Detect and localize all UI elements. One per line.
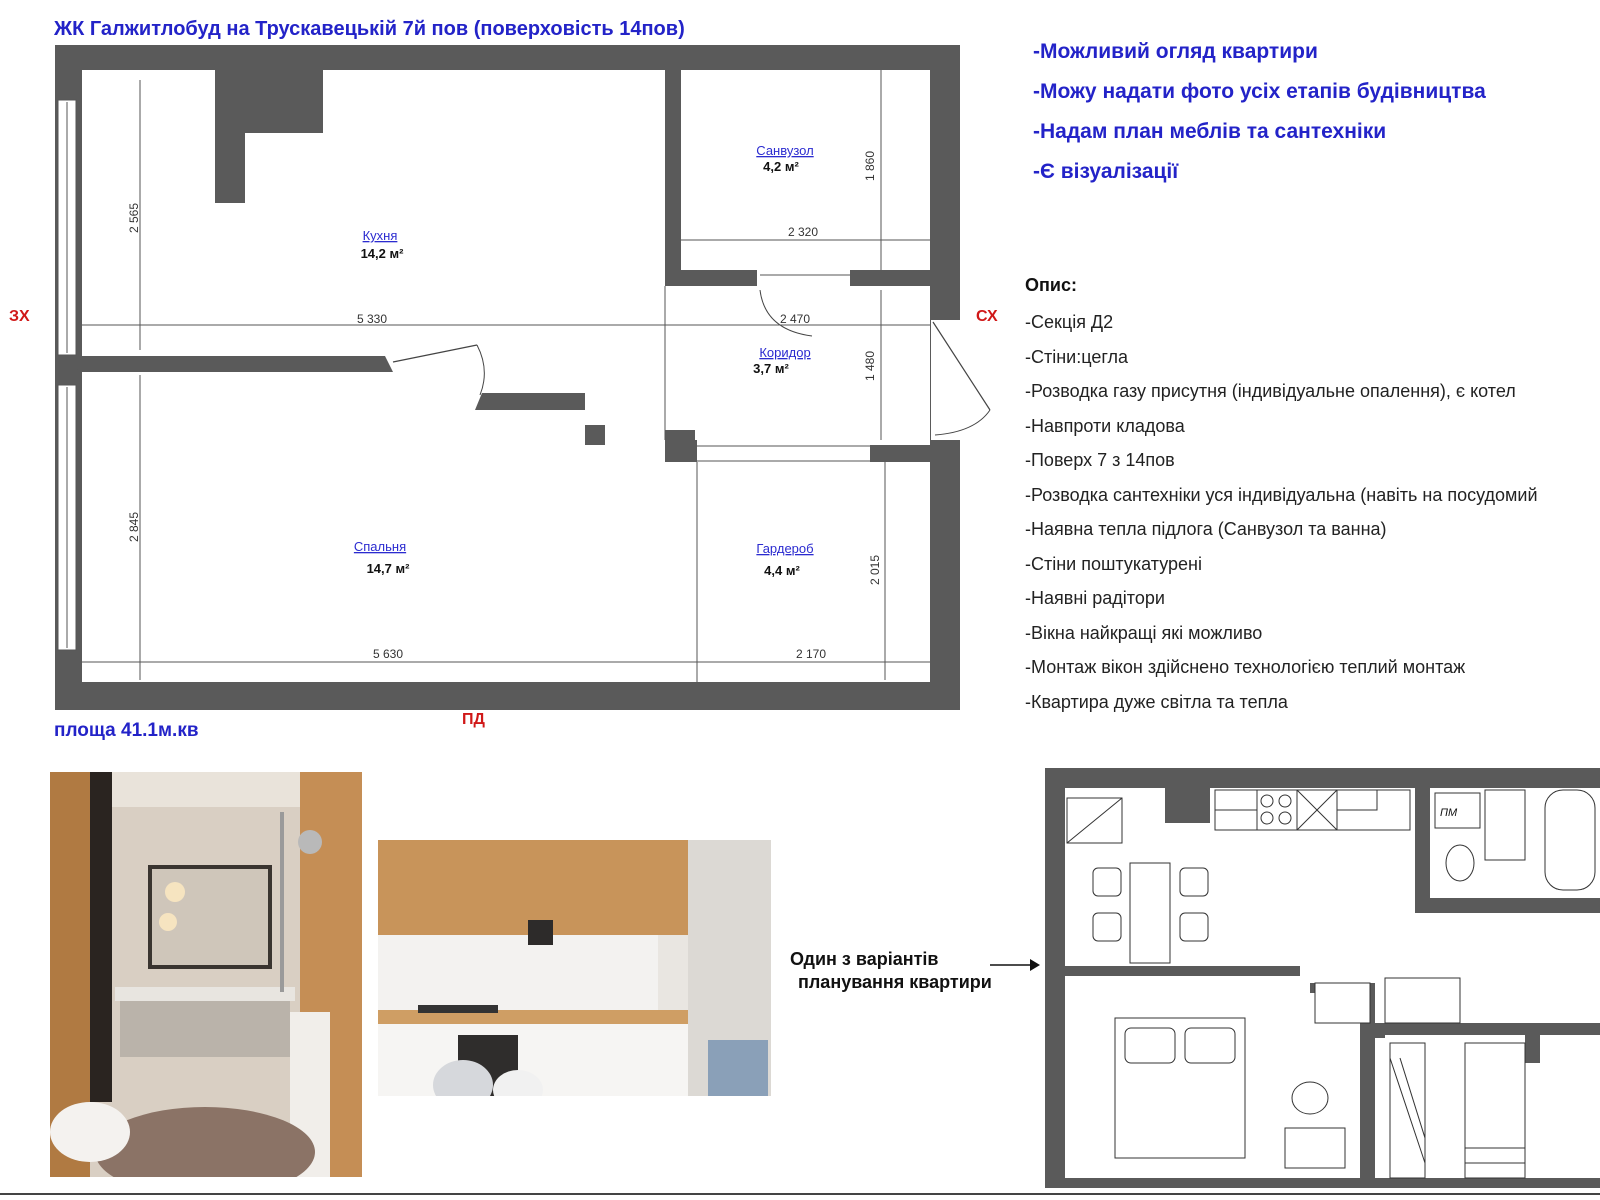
bathroom-wall-bottom-right: [850, 270, 935, 286]
variant-label-line1: Один з варіантів: [790, 949, 939, 969]
direction-east: СХ: [976, 308, 998, 325]
description-list: [1025, 310, 1600, 724]
highlights-list: [1033, 38, 1486, 198]
outer-walls: [55, 45, 960, 710]
floor-plan: [0, 0, 1010, 720]
description-item: -Стіни поштукатурені: [1025, 553, 1202, 574]
description-item: -Розводка сантехніки уся індивідуальна (навіть на посудомий: [1025, 484, 1538, 505]
room-area-wardrobe: 4,4 м²: [764, 563, 800, 578]
room-name-kitchen: Кухня: [362, 228, 398, 243]
room-area-bathroom: 4,2 м²: [763, 159, 799, 174]
room-area-kitchen: 14,2 м²: [360, 246, 404, 261]
dim-corridor-height: 1 480: [863, 350, 877, 382]
room-name-bedroom: Спальня: [353, 539, 407, 554]
description-item: -Наявна тепла підлога (Санвузол та ванна): [1025, 519, 1387, 539]
description-item: -Вікна найкращі які можливо: [1025, 622, 1263, 643]
kitchen-column: [215, 45, 245, 203]
highlight-item: -Можу надати фото усіх етапів будівництва: [1033, 80, 1486, 103]
variant-label: [790, 948, 992, 994]
description-item: -Стіни:цегла: [1025, 346, 1129, 367]
highlight-item: -Є візуалізації: [1033, 160, 1179, 183]
arrow-right-icon: [990, 955, 1040, 975]
variant-label-line2: планування квартири: [798, 972, 992, 992]
description-item: -Монтаж вікон здійснено технологією теплий монтаж: [1025, 657, 1466, 677]
page-title: ЖК Галжитлобуд на Трускавецькій 7й пов (поверховість 14пов): [54, 18, 685, 40]
page-bottom-divider: [0, 1193, 1600, 1195]
direction-west: ЗХ: [9, 308, 30, 325]
dim-wardrobe-height: 2 015: [868, 554, 882, 586]
dim-kitchen-width: 5 330: [356, 312, 388, 326]
bedroom-door: [393, 345, 477, 362]
dim-bath-height: 1 860: [863, 150, 877, 182]
total-area: площа 41.1м.кв: [54, 720, 199, 741]
highlight-item: -Надам план меблів та сантехніки: [1033, 120, 1387, 143]
bathroom-wall-left: [665, 45, 681, 285]
room-area-corridor: 3,7 м²: [753, 361, 789, 376]
dim-bath-width: 2 320: [787, 225, 819, 239]
dim-kitchen-height: 2 565: [127, 202, 141, 234]
highlight-item: -Можливий огляд квартири: [1033, 40, 1318, 63]
description-title: Опис:: [1025, 275, 1077, 295]
furniture-plan-tag: ПМ: [1440, 807, 1458, 819]
description-item: -Квартира дуже світла та тепла: [1025, 691, 1288, 712]
bathroom-wall-bottom-left: [665, 270, 757, 286]
dim-bedroom-height: 2 845: [127, 511, 141, 543]
entrance-gap: [931, 320, 961, 440]
room-name-bathroom: Санвузол: [756, 143, 814, 158]
dim-wardrobe-width: 2 170: [795, 647, 827, 661]
direction-south: ПД: [462, 711, 485, 728]
kitchen-visualization-photo: [378, 840, 771, 1096]
description-item: -Навпроти кладова: [1025, 415, 1185, 436]
description-item: -Розводка газу присутня (індивідуальне опалення), є котел: [1025, 381, 1516, 401]
description-item: -Поверх 7 з 14пов: [1025, 450, 1175, 470]
room-name-corridor: Коридор: [759, 345, 811, 360]
dim-corridor-width: 2 470: [779, 312, 811, 326]
bathroom-visualization-photo: [50, 772, 362, 1177]
room-name-wardrobe: Гардероб: [756, 541, 814, 556]
room-area-bedroom: 14,7 м²: [366, 561, 410, 576]
description-item: -Наявні радітори: [1025, 588, 1165, 608]
description-item: -Секція Д2: [1025, 312, 1114, 332]
kitchen-bedroom-wall: [55, 356, 393, 372]
furniture-layout-plan: [1045, 768, 1600, 1188]
dim-bedroom-width: 5 630: [372, 647, 404, 661]
